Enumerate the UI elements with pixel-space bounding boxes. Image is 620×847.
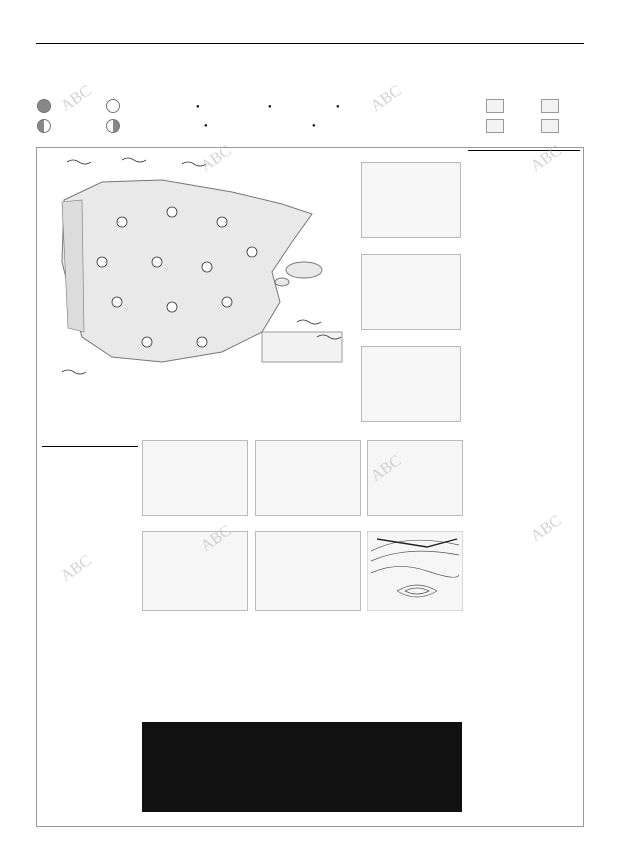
watermark: ABC: [57, 552, 95, 585]
legend-fog: [268, 104, 274, 110]
map-sabado: [361, 162, 461, 238]
map-lunes: [361, 346, 461, 422]
watermark: ABC: [527, 142, 565, 175]
iberia-ad[interactable]: [142, 722, 462, 812]
legend-temp: [336, 104, 342, 110]
spain-map: [42, 152, 354, 384]
pronosticos-rule: [42, 446, 138, 447]
sunset-icon: [486, 119, 504, 133]
moon-full-icon: [106, 99, 120, 113]
legend-sun: [196, 104, 202, 110]
watermark: ABC: [527, 512, 565, 545]
map-europa-hoy: [142, 531, 248, 611]
watermark: ABC: [57, 82, 95, 115]
sunrise-icon: [486, 99, 504, 113]
moonrise-icon: [541, 99, 559, 113]
map-madrid-sabado: [255, 440, 361, 516]
moon-waxing-icon: [37, 119, 51, 133]
watermark: ABC: [197, 522, 235, 555]
moonset-icon: [541, 119, 559, 133]
map-isobaras: [367, 531, 463, 611]
moon-new-icon: [37, 99, 51, 113]
legend-sunday: [312, 123, 318, 129]
watermark: ABC: [367, 82, 405, 115]
header-rule: [36, 43, 584, 44]
watermark: ABC: [367, 452, 405, 485]
moon-waning-icon: [106, 119, 120, 133]
temp-rule: [468, 150, 580, 151]
icon-legend: [44, 388, 356, 438]
map-madrid-viernes: [142, 440, 248, 516]
reservoir-chart: [290, 632, 460, 710]
map-domingo: [361, 254, 461, 330]
map-europa-manana: [255, 531, 361, 611]
watermark: ABC: [197, 142, 235, 175]
legend-tomorrow: [204, 123, 210, 129]
